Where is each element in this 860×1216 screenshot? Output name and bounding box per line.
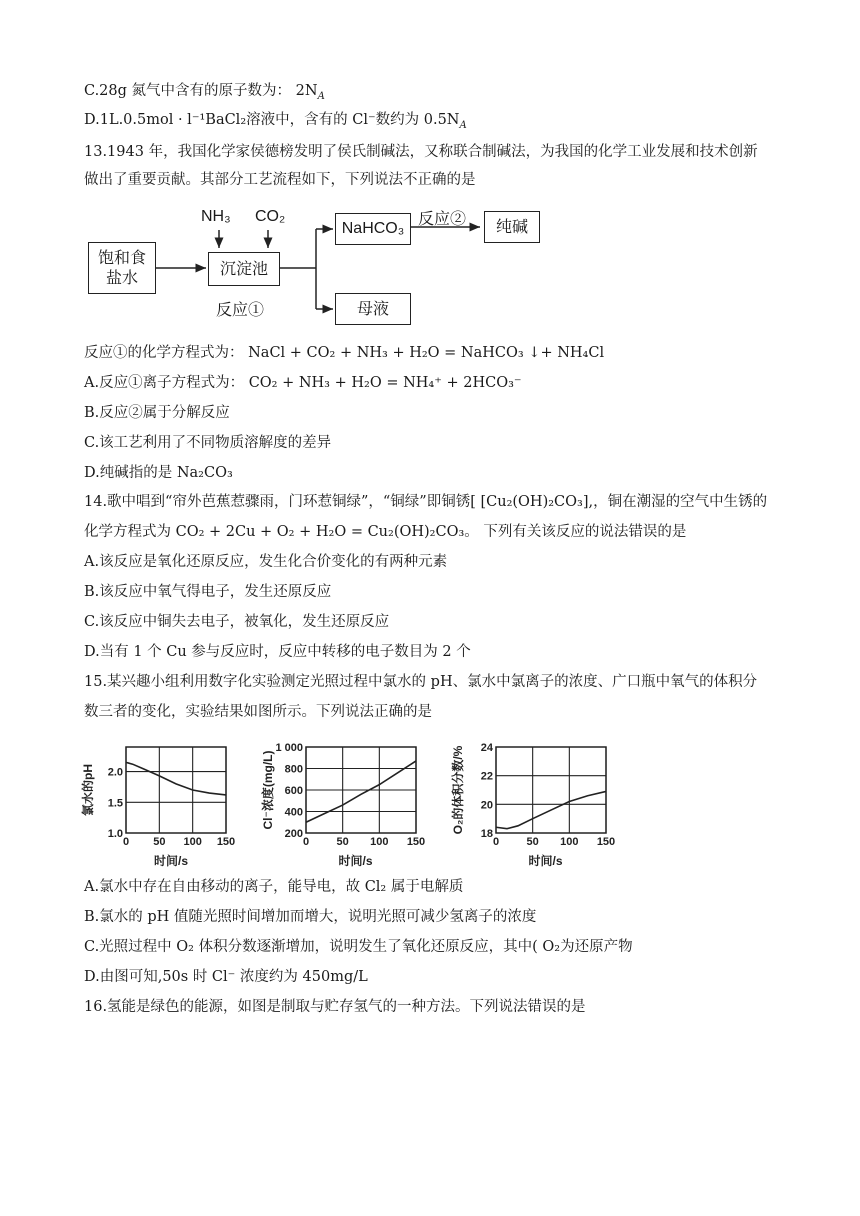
y-tick-label: 2.0: [107, 766, 123, 779]
soda-ash-box: 纯碱: [484, 211, 540, 243]
q15-option-d: D.由图可知,50s 时 Cl⁻ 浓度约为 450mg/L: [84, 969, 368, 985]
option-d-bacl2: D.1L.0.5mol · l⁻¹BaCl₂溶液中，含有的 Cl⁻数约为 $0.5N_A$: [84, 112, 467, 131]
q13-option-a: A.反应①离子方程式为： CO₂ + NH₃ + H₂O = NH₄⁺ + 2HCO₃⁻: [84, 375, 522, 391]
flow-diagram: [0, 0, 860, 340]
x-axis-label: 时间/s: [528, 854, 563, 868]
q13-option-d: D.纯碱指的是 Na₂CO₃: [84, 465, 233, 481]
nahco3-box: NaHCO₃: [335, 213, 411, 245]
x-tick-label: 0: [302, 836, 310, 848]
y-tick-label: 800: [284, 763, 303, 776]
y-axis-label: 氯水的pH: [81, 764, 95, 816]
y-tick-label: 200: [284, 828, 303, 840]
data-series-line: [306, 761, 416, 822]
chart-frame: [126, 747, 226, 833]
q14-option-a: A.该反应是氧化还原反应，发生化合价变化的有两种元素: [84, 554, 448, 570]
x-tick-label: 0: [122, 836, 130, 848]
x-tick-label: 150: [216, 836, 236, 848]
chart-frame: [496, 747, 606, 833]
question-15-line2: 数三者的变化，实验结果如图所示。下列说法正确的是: [84, 704, 432, 720]
y-tick-label: 1 000: [275, 742, 303, 754]
y-tick-label: 24: [480, 742, 493, 754]
reaction-2-label: 反应②: [418, 209, 467, 228]
co2-label: CO₂: [255, 208, 286, 225]
y-tick-label: 1.0: [107, 828, 123, 840]
x-axis-label: 时间/s: [338, 854, 373, 868]
y-tick-label: 400: [284, 806, 303, 819]
nh3-label: NH₃: [201, 208, 231, 225]
x-tick-label: 150: [406, 836, 426, 848]
q15-option-a: A.氯水中存在自由移动的离子，能导电，故 Cl₂ 属于电解质: [84, 879, 464, 895]
data-series-line: [126, 762, 226, 795]
x-tick-label: 50: [336, 836, 349, 848]
x-tick-label: 100: [183, 836, 202, 848]
x-tick-label: 50: [153, 836, 166, 848]
mother-liquor-box: 母液: [335, 293, 411, 325]
x-tick-label: 100: [560, 836, 579, 848]
x-tick-label: 150: [596, 836, 616, 848]
question-13-line1: 13.1943 年，我国化学家侯德榜发明了侯氏制碱法，又称联合制碱法，为我国的化学工业发展和技术创新: [84, 144, 758, 160]
y-axis-label: O₂的体积分数/%: [451, 745, 465, 835]
y-tick-label: 1.5: [107, 797, 123, 810]
x-axis-label: 时间/s: [153, 854, 189, 868]
q13-option-b: B.反应②属于分解反应: [84, 405, 230, 421]
salt-water-box: 饱和食盐水: [88, 242, 156, 294]
question-16: 16.氢能是绿色的能源，如图是制取与贮存氢气的一种方法。下列说法错误的是: [84, 999, 586, 1015]
question-14-line2: 化学方程式为 CO₂ + 2Cu + O₂ + H₂O = Cu₂(OH)₂CO₃。 下列有关该反应的说法错误的是: [84, 524, 687, 540]
q14-option-b: B.该反应中氧气得电子，发生还原反应: [84, 584, 332, 600]
y-tick-label: 600: [284, 785, 303, 797]
reaction-1-label: 反应①: [216, 300, 265, 319]
question-14-line1: 14.歌中唱到“帘外芭蕉惹骤雨，门环惹铜绿”，“铜绿”即铜锈[ [Cu₂(OH)₂CO₃],，铜在潮湿的空气中生锈的: [84, 494, 768, 510]
y-tick-label: 20: [480, 799, 493, 812]
option-c-nitrogen: C.28g 氮气中含有的原子数为： $2N_A$: [84, 83, 325, 102]
q14-option-d: D.当有 1 个 Cu 参与反应时，反应中转移的电子数目为 2 个: [84, 644, 471, 660]
question-15-line1: 15.某兴趣小组利用数字化实验测定光照过程中氯水的 pH、氯水中氯离子的浓度、广口瓶中氧气的体积分: [84, 674, 758, 690]
precipitation-pool-box: 沉淀池: [208, 252, 280, 286]
reaction-1-equation: 反应①的化学方程式为： NaCl + CO₂ + NH₃ + H₂O = NaHCO₃ ↓+ NH₄Cl: [84, 345, 605, 361]
q15-option-c: C.光照过程中 O₂ 体积分数逐渐增加，说明发生了氧化还原反应，其中( O₂为还原产物: [84, 939, 633, 955]
question-13-line2: 做出了重要贡献。其部分工艺流程如下，下列说法不正确的是: [84, 172, 476, 188]
x-tick-label: 0: [492, 836, 500, 848]
y-tick-label: 18: [480, 828, 493, 840]
q15-option-b: B.氯水的 pH 值随光照时间增加而增大，说明光照可减少氢离子的浓度: [84, 909, 537, 925]
x-tick-label: 50: [526, 836, 539, 848]
x-tick-label: 100: [370, 836, 389, 848]
y-axis-label: Cl⁻浓度(mg/L): [261, 750, 275, 830]
q14-option-c: C.该反应中铜失去电子，被氧化，发生还原反应: [84, 614, 390, 630]
chlorine-water-charts: [0, 735, 860, 875]
q13-option-c: C.该工艺利用了不同物质溶解度的差异: [84, 435, 332, 451]
y-tick-label: 22: [480, 770, 493, 783]
